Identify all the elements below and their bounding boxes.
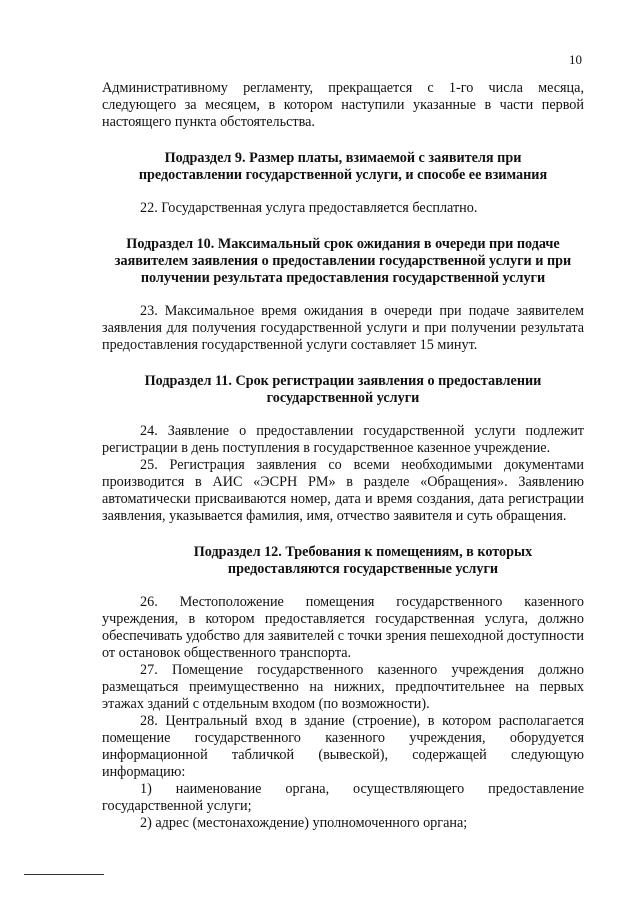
page-number: 10	[569, 52, 582, 67]
heading-subsection-10: Подраздел 10. Максимальный срок ожидания в очереди при подаче заявителем заявления о предоставлении государственной услуги и при получении результата предоставления государственной услуги	[114, 236, 572, 286]
footnote-separator	[24, 874, 104, 875]
paragraph-23: 23. Максимальное время ожидания в очереди при подаче заявителем заявления для получения государственной услуги и при получении результата предоставления государственной услуги составляет 15 минут.	[102, 303, 584, 353]
paragraph-28: 28. Центральный вход в здание (строение), в котором располагается помещение государственного казенного учреждения, оборудуется информационной табличкой (вывеской), содержащей следующую информацию:	[102, 713, 584, 780]
paragraph-22: 22. Государственная услуга предоставляется бесплатно.	[140, 200, 478, 216]
paragraph-25: 25. Регистрация заявления со всеми необходимыми документами производится в АИС «ЭСРН РМ» в разделе «Обращения». Заявлению автоматически присваиваются номер, дата и время создания, дата регистрации заявления, указывается фамилия, имя, отчество заявителя и суть обращения.	[102, 457, 584, 524]
paragraph-27: 27. Помещение государственного казенного учреждения должно размещаться преимущественно на нижних, предпочтительнее на первых этажах зданий с отдельным входом (по возможности).	[102, 662, 584, 712]
list-item-1: 1) наименование органа, осуществляющего предоставление государственной услуги;	[102, 781, 584, 814]
document-body	[102, 80, 584, 832]
list-item-2: 2) адрес (местонахождение) уполномоченного органа;	[140, 815, 468, 831]
heading-subsection-12: Подраздел 12. Требования к помещениям, в которых предоставляются государственные услуги	[193, 544, 533, 577]
heading-subsection-9: Подраздел 9. Размер платы, взимаемой с заявителя при предоставлении государственной услуги, и способе ее взимания	[138, 150, 548, 183]
heading-subsection-11: Подраздел 11. Срок регистрации заявления о предоставлении государственной услуги	[144, 373, 542, 406]
paragraph-24: 24. Заявление о предоставлении государственной услуги подлежит регистрации в день поступления в государственное казенное учреждение.	[102, 423, 584, 456]
paragraph-26: 26. Местоположение помещения государственного казенного учреждения, в котором предоставляется государственная услуга, должно обеспечивать удобство для заявителей с точки зрения пешеходной доступности от остановок общественного транспорта.	[102, 594, 584, 661]
paragraph-continuation: Административному регламенту, прекращается с 1-го числа месяца, следующего за месяцем, в котором наступили указанные в части первой настоящего пункта обстоятельства.	[102, 80, 584, 130]
